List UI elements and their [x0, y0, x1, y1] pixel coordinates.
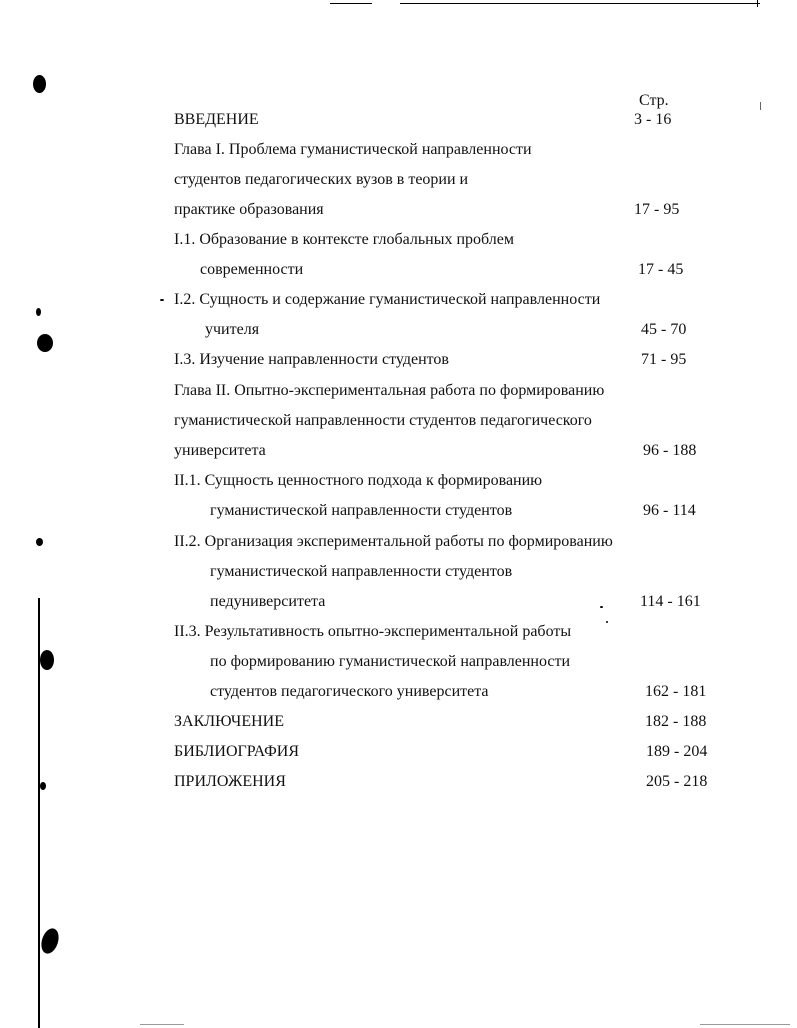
toc-entry-pages: 96 - 188 [643, 442, 697, 459]
toc-entry-pages: 17 - 45 [638, 261, 684, 278]
toc-entry-title: гуманистической направленности студентов педагогического [174, 412, 592, 429]
toc-entry-title: ЗАКЛЮЧЕНИЕ [174, 713, 284, 730]
scan-edge-line-bottom-right [700, 1024, 790, 1025]
toc-entry-title: ВВЕДЕНИЕ [174, 111, 259, 128]
toc-entry-pages: 205 - 218 [646, 773, 708, 790]
toc-entry-pages: 71 - 95 [641, 351, 687, 368]
page-column-header: Стр. [639, 92, 669, 109]
scan-edge-line-top-right [400, 3, 760, 4]
toc-entry-title: студентов педагогического университета [210, 683, 489, 700]
toc-entry-title: по формированию гуманистической направленности [210, 653, 571, 670]
scan-speck [600, 606, 603, 608]
toc-entry-title: БИБЛИОГРАФИЯ [174, 743, 300, 760]
punch-hole [36, 308, 41, 316]
toc-entry-title: университета [174, 442, 266, 459]
scan-edge-line-top [330, 3, 372, 4]
punch-hole [36, 538, 43, 546]
toc-entry-pages: 96 - 114 [643, 502, 696, 519]
toc-entry-title: I.1. Образование в контексте глобальных проблем [174, 231, 514, 248]
toc-entry-title: II.3. Результативность опытно-экспериментальной работы [174, 623, 572, 640]
toc-entry-title: ПРИЛОЖЕНИЯ [174, 773, 286, 790]
toc-entry-pages: 17 - 95 [634, 201, 680, 218]
toc-entry-title: Глава II. Опытно-экспериментальная работа по формированию [174, 382, 605, 399]
toc-entry-title: I.2. Сущность и содержание гуманистической направленности [174, 291, 601, 308]
punch-hole [40, 782, 46, 790]
scan-speck [160, 299, 164, 301]
scan-edge-tick-right [760, 102, 761, 110]
scan-edge-line-bottom [140, 1024, 184, 1025]
toc-entry-pages: 114 - 161 [640, 593, 701, 610]
toc-entry-pages: 182 - 188 [645, 713, 707, 730]
toc-entry-title: практике образования [174, 201, 324, 218]
toc-entry-pages: 162 - 181 [645, 683, 707, 700]
toc-entry-title: гуманистической направленности студентов [210, 502, 513, 519]
toc-entry-title: II.2. Организация экспериментальной работы по формированию [174, 533, 613, 550]
toc-entry-title: II.1. Сущность ценностного подхода к формированию [174, 472, 543, 489]
toc-entry-title: Глава I. Проблема гуманистической направленности [174, 141, 532, 158]
toc-entry-title: учителя [205, 321, 260, 338]
toc-entry-title: студентов педагогических вузов в теории и [174, 171, 469, 188]
punch-hole [33, 75, 46, 93]
toc-entry-pages: 45 - 70 [641, 321, 687, 338]
punch-hole [40, 650, 54, 670]
scan-speck [606, 621, 608, 623]
punch-hole [38, 926, 61, 956]
toc-entry-pages: 189 - 204 [646, 743, 708, 760]
punch-hole [37, 334, 53, 352]
toc-entry-title: I.3. Изучение направленности студентов [174, 351, 449, 368]
toc-entry-pages: 3 - 16 [634, 111, 672, 128]
scan-edge-tick [757, 0, 758, 7]
toc-entry-title: современности [200, 261, 304, 278]
toc-entry-title: гуманистической направленности студентов [210, 563, 513, 580]
toc-entry-title: педуниверситета [210, 593, 326, 610]
